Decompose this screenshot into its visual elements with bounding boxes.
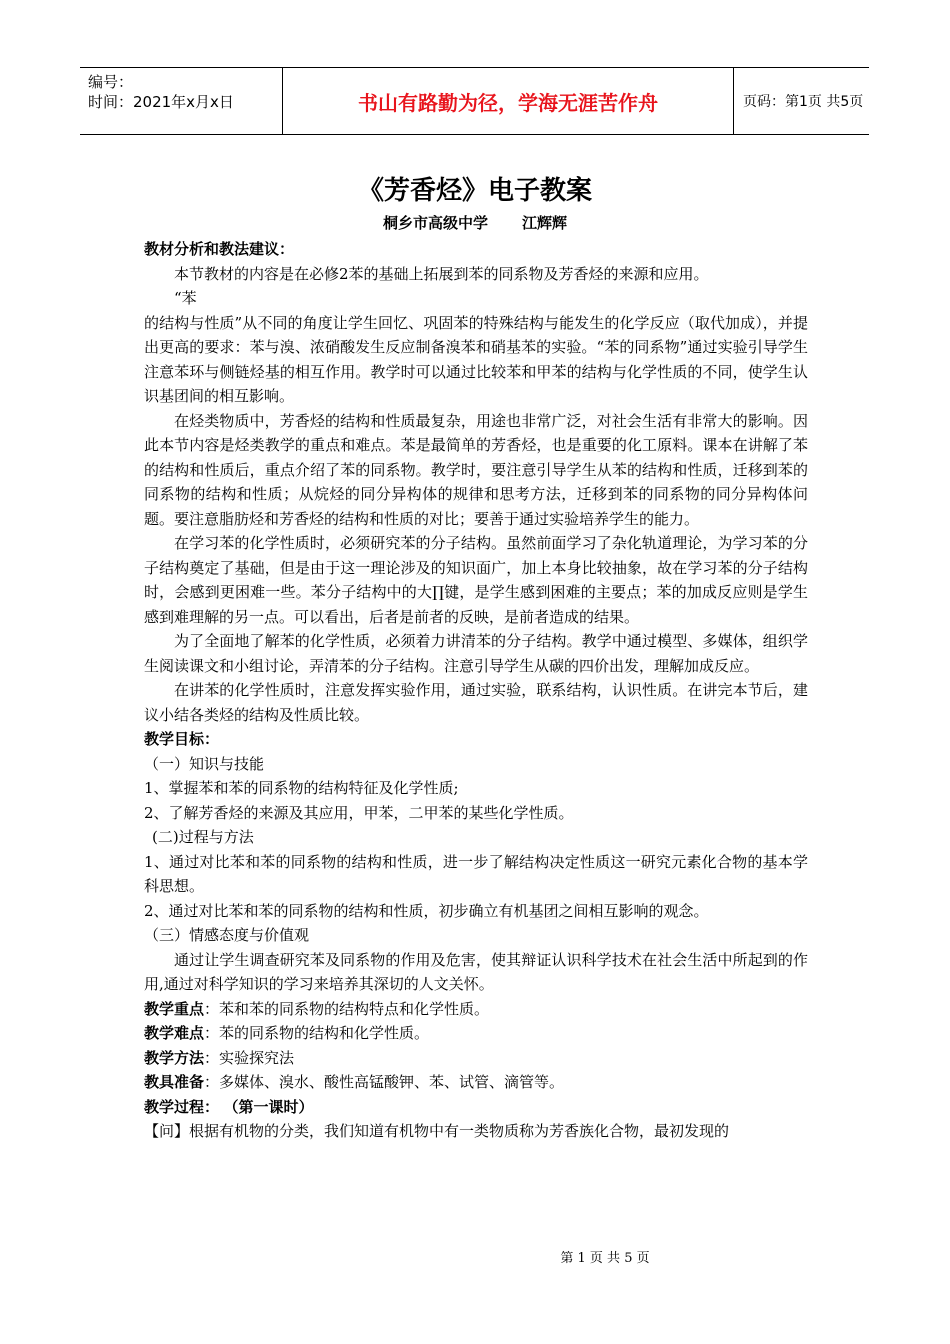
header-page-label: 页码：第1页 共5页	[743, 94, 864, 110]
process-line	[144, 1095, 808, 1120]
paragraph: 的结构与性质”从不同的角度让学生回忆、巩固苯的特殊结构与能发生的化学反应（取代加成），并提出更高的要求：苯与溴、浓硝酸发生反应制备溴苯和硝基苯的实验。“苯的同系物”通过实验引导学生注意苯环与侧链烃基的相互作用。教学时可以通过比较苯和甲苯的结构与化学性质的不同，使学生认识基团间的相互影响。	[144, 313, 808, 405]
author-line	[0, 212, 950, 233]
paragraph: 在讲苯的化学性质时，注意发挥实验作用，通过实验，联系结构，认识性质。在讲完本节后，建议小结各类烃的结构及性质比较。	[144, 681, 808, 724]
goal-item: 1、掌握苯和苯的同系物的结构特征及化学性质;	[144, 779, 459, 797]
doc-number-label: 编号：	[88, 73, 134, 91]
paragraph: 本节教材的内容是在必修2苯的基础上拓展到苯的同系物及芳香烃的来源和应用。	[174, 264, 709, 283]
school-name: 桐乡市高级中学	[382, 214, 488, 232]
page-header	[80, 67, 869, 135]
document-body	[144, 237, 808, 1144]
paragraph: 在烃类物质中，芳香烃的结构和性质最复杂，用途也非常广泛，对社会生活有非常大的影响。因此本节内容是烃类教学的重点和难点。苯是最简单的芳香烃，也是重要的化工原料。课本在讲解了苯的结构和性质后，重点介绍了苯的同系物。教学时，要注意引导学生从苯的结构和性质，迁移到苯的同系物的结构和性质；从烷烃的同分异构体的规律和思考方法，迁移到苯的同系物的同分异构体问题。要注意脂肪烃和芳香烃的结构和性质的对比；要善于通过实验培养学生的能力。	[144, 411, 808, 528]
difficulty-line	[144, 1021, 808, 1046]
method-line	[144, 1046, 808, 1071]
goal-subheading: （三）情感态度与价值观	[144, 926, 310, 944]
page-footer: 第 1 页 共 5 页	[560, 1251, 650, 1266]
header-meta	[80, 68, 282, 134]
key-points-label: 教学重点	[144, 999, 205, 1018]
tools-line	[144, 1070, 808, 1095]
page-title: 《芳香烃》电子教案	[357, 176, 592, 206]
header-motto: 书山有路勤为径，学海无涯苦作舟	[282, 68, 734, 134]
paragraph: “苯	[174, 289, 197, 307]
method-label: 教学方法	[144, 1048, 205, 1067]
doc-date-label: 时间：2021年x月x日	[88, 93, 234, 111]
goal-item: 通过让学生调查研究苯及同系物的作用及危害，使其辩证认识科学技术在社会生活中所起到的作用,通过对科学知识的学习来培养其深切的人文关怀。	[144, 950, 808, 993]
goal-item: 2、通过对比苯和苯的同系物的结构和性质，初步确立有机基团之间相互影响的观念。	[144, 901, 709, 920]
difficulty-label: 教学难点	[144, 1024, 205, 1042]
goal-item: 2、了解芳香烃的来源及其应用，甲苯，二甲苯的某些化学性质。	[144, 803, 574, 822]
process-label: 教学过程：	[144, 1097, 220, 1116]
section-heading-goals: 教学目标：	[144, 730, 220, 748]
paragraph: 在学习苯的化学性质时，必须研究苯的分子结构。虽然前面学习了杂化轨道理论，为学习苯的分子结构奠定了基础，但是由于这一理论涉及的知识面广，加上本身比较抽象，故在学习苯的分子结构时，会感到更困难一些。苯分子结构中的大∏键，是学生感到困难的主要点；苯的加成反应则是学生感到难理解的另一点。可以看出，后者是前者的反映，是前者造成的结果。	[144, 534, 808, 626]
goal-item: 1、通过对比苯和苯的同系物的结构和性质，进一步了解结构决定性质这一研究元素化合物的基本学科思想。	[144, 852, 808, 895]
key-points-text: ：苯和苯的同系物的结构特点和化学性质。	[204, 999, 490, 1018]
goal-subheading: (二)过程与方法	[152, 828, 254, 846]
section-heading-analysis: 教材分析和教法建议：	[144, 240, 295, 258]
question-line: 【问】根据有机物的分类，我们知道有机物中有一类物质称为芳香族化合物，最初发现的	[144, 1122, 730, 1140]
method-text: ：实验探究法	[204, 1048, 295, 1067]
process-lesson: （第一课时）	[231, 1097, 314, 1116]
tools-label: 教具准备	[144, 1073, 205, 1091]
difficulty-text: ：苯的同系物的结构和化学性质。	[204, 1024, 430, 1042]
key-points-line	[144, 997, 808, 1022]
paragraph: 为了全面地了解苯的化学性质，必须着力讲清苯的分子结构。教学中通过模型、多媒体，组织学生阅读课文和小组讨论，弄清苯的分子结构。注意引导学生从碳的四价出发，理解加成反应。	[144, 632, 808, 675]
author-name: 江辉辉	[522, 214, 568, 232]
goal-subheading: （一）知识与技能	[144, 754, 265, 773]
tools-text: ：多媒体、溴水、酸性高锰酸钾、苯、试管、滴管等。	[204, 1073, 565, 1091]
